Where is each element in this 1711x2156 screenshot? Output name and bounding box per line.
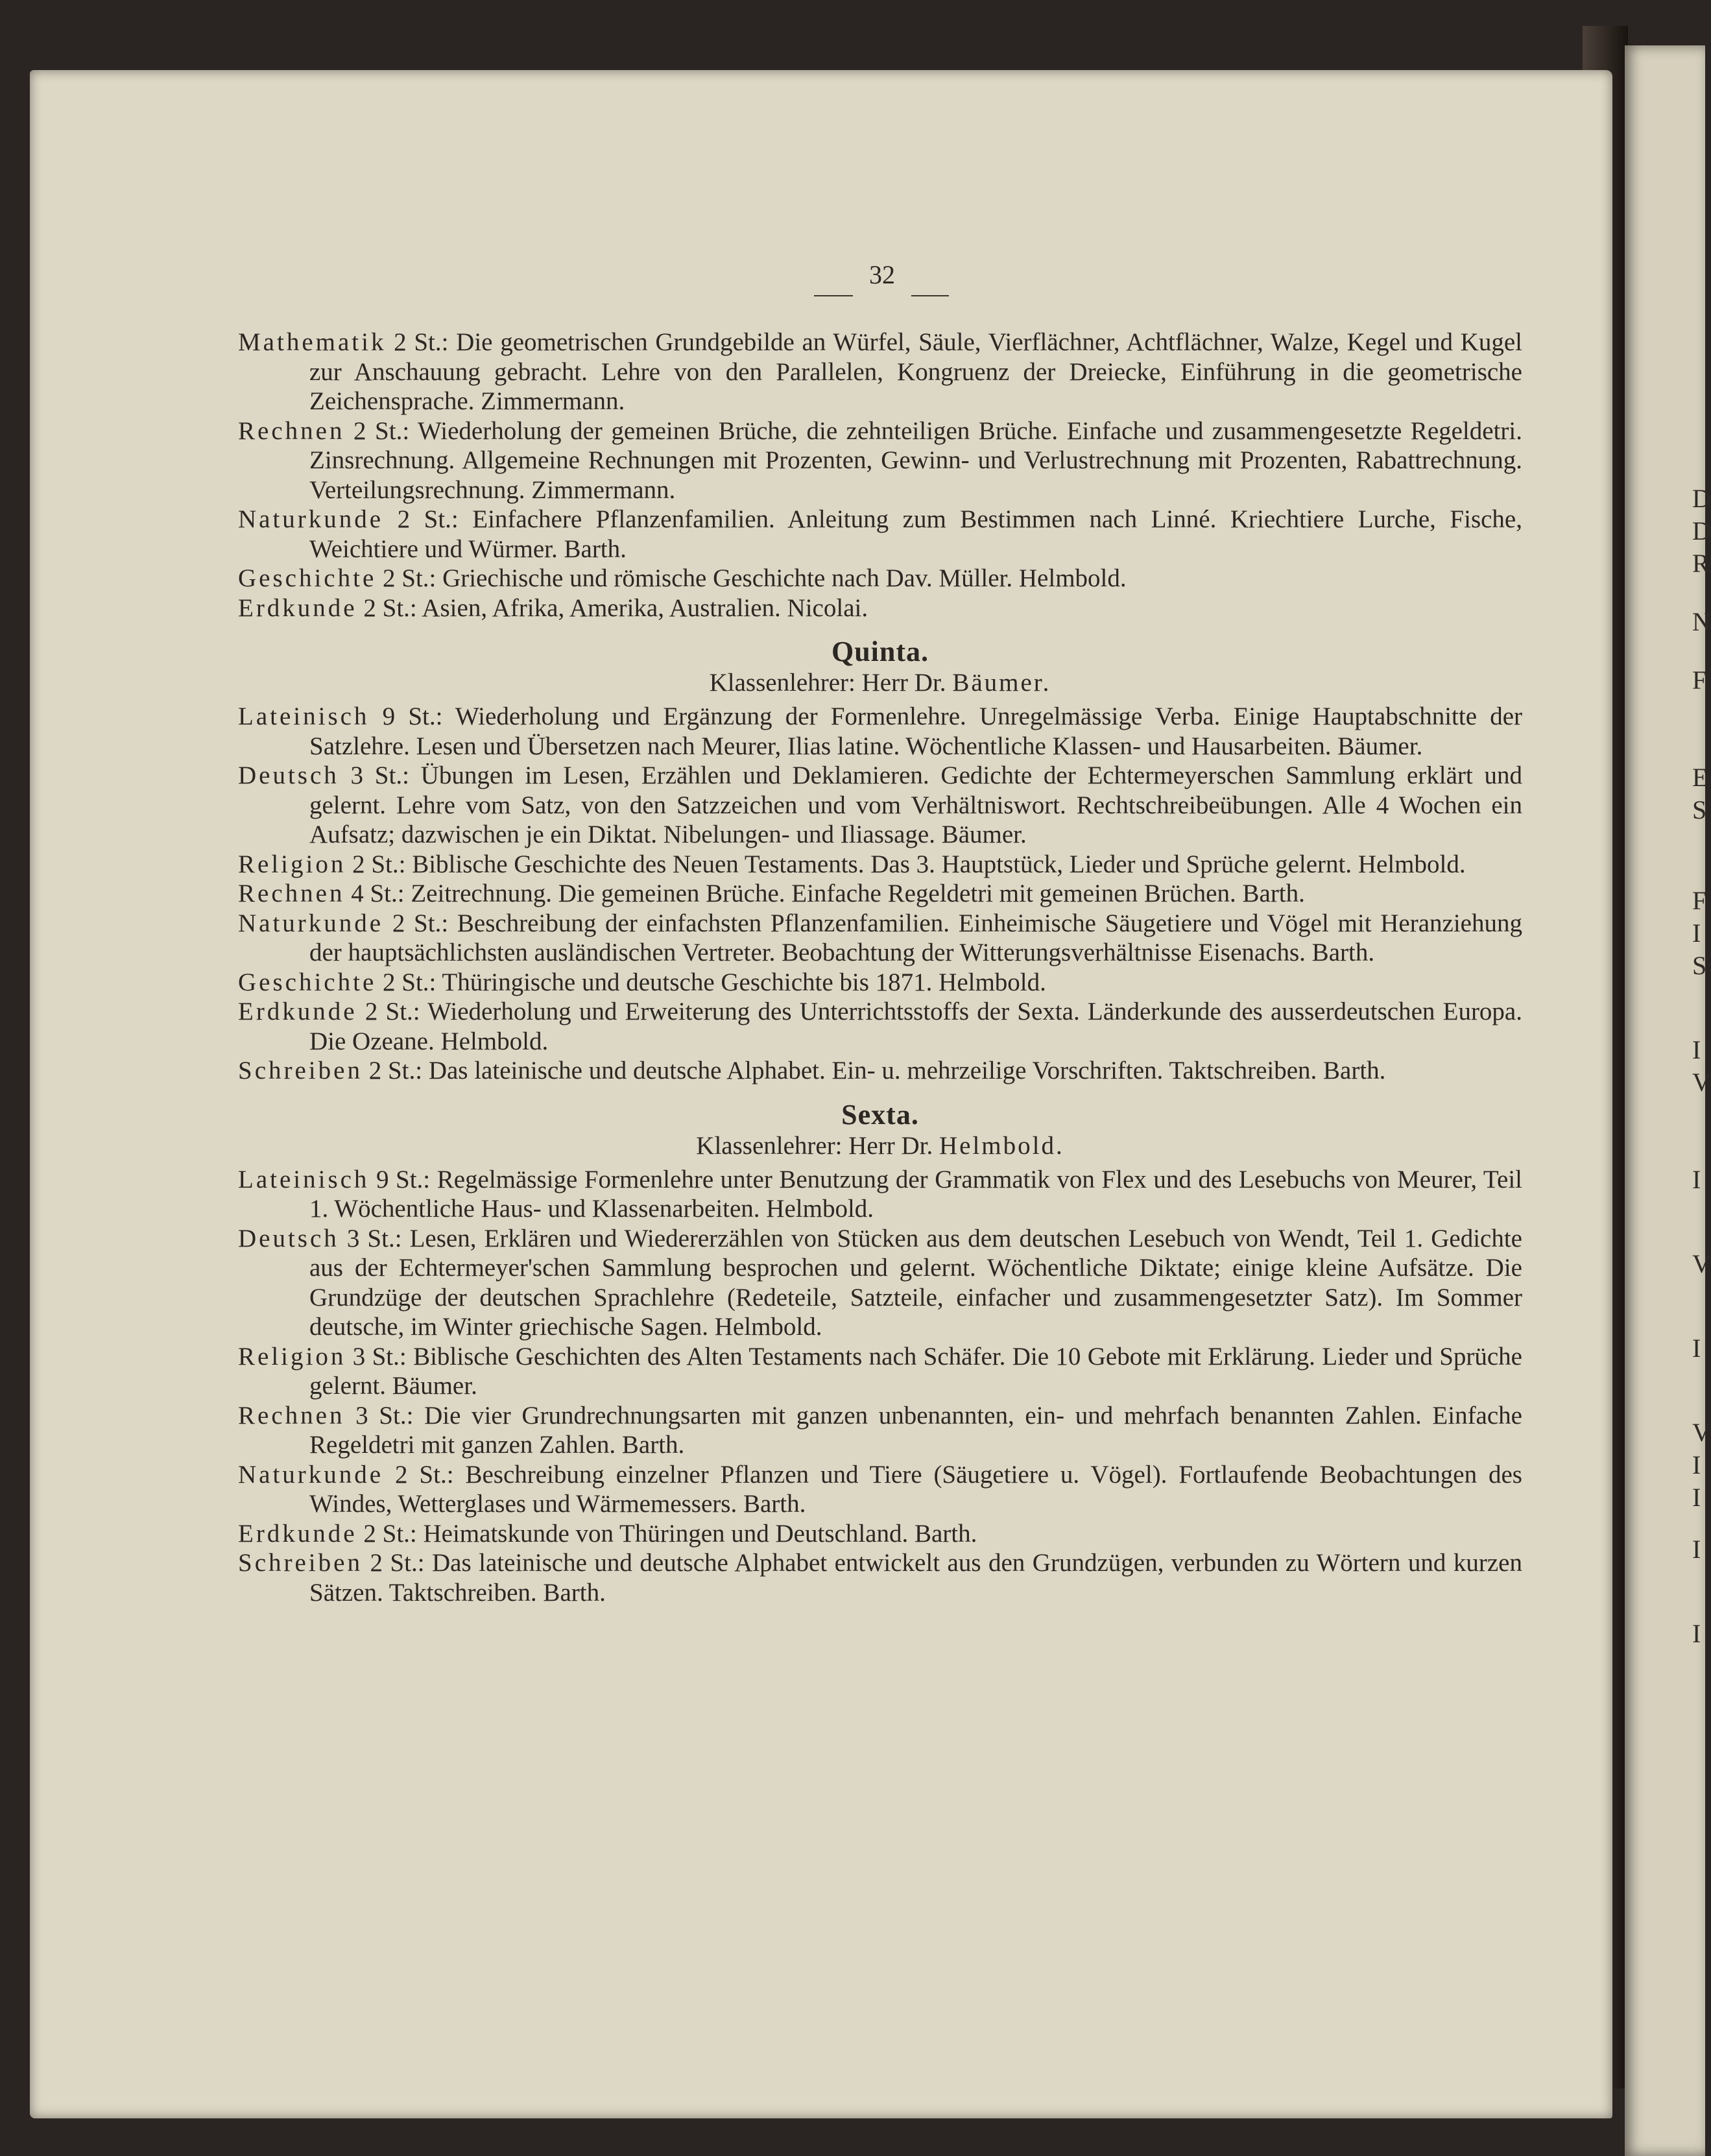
adjacent-page-letter: S: [1692, 795, 1707, 824]
subject-description: 3 St.: Übungen im Lesen, Erzählen und Deklamieren. Gedichte der Echtermeyerschen Sammlung erklärt und gelernt. Lehre vom Satz, von den Satzzeichen und vom Verhältniswort. Rechtschreibeübungen. Alle 4 Wochen ein Aufsatz; dazwischen je ein Diktat. Nibelungen- und Iliassage. Bäumer.: [309, 761, 1522, 848]
subject-entry: [238, 879, 1522, 909]
subject-name: Schreiben: [238, 1549, 363, 1577]
subject-description: 2 St.: Das lateinische und deutsche Alphabet entwickelt aus den Grundzügen, verbunden zu Wörtern und kurzen Sätzen. Taktschreiben. Barth.: [309, 1549, 1522, 1607]
adjacent-page-letter: V: [1692, 1249, 1711, 1278]
subject-name: Naturkunde: [238, 909, 384, 937]
page-text: [238, 328, 1522, 1607]
adjacent-page-letter: N: [1692, 607, 1711, 636]
subject-name: Rechnen: [238, 1401, 345, 1430]
subject-name: Religion: [238, 1342, 346, 1371]
subject-description: 2 St.: Wiederholung und Erweiterung des Unterrichtsstoffs der Sexta. Länderkunde des ausserdeutschen Europa. Die Ozeane. Helmbold.: [309, 998, 1522, 1055]
adjacent-page-letter: I: [1692, 1535, 1701, 1564]
subject-name: Deutsch: [238, 1224, 339, 1252]
teacher-label: Klassenlehrer: Herr Dr.: [709, 669, 953, 697]
adjacent-page-letter: I: [1692, 1334, 1701, 1363]
subject-entry: [238, 1342, 1522, 1401]
subject-entry: [238, 1224, 1522, 1342]
subject-entry: [238, 593, 1522, 623]
subject-entry: [238, 1548, 1522, 1607]
subject-description: 3 St.: Lesen, Erklären und Wiedererzählen von Stücken aus dem deutschen Lesebuch von Wendt, Teil 1. Gedichte aus der Echtermeyer'schen Sammlung besprochen und gelernt. Wöchentliche Diktate; einige kleine Aufsätze. Die Grundzüge der deutschen Sprachlehre (Redeteile, Satzteile, einfacher und zusammengesetzter Satz). Im Sommer deutsche, im Winter griechische Sagen. Helmbold.: [309, 1224, 1522, 1341]
page-number: 32: [869, 260, 895, 289]
subject-name: Geschichte: [238, 564, 377, 592]
class-teacher-line: [238, 1131, 1522, 1161]
class-teacher-line: [238, 668, 1522, 698]
subject-entry: [238, 505, 1522, 564]
page-number-rule-right: [911, 295, 949, 296]
adjacent-page-letter: D: [1692, 516, 1711, 545]
subject-name: Lateinisch: [238, 1165, 370, 1193]
adjacent-page-letter: V: [1692, 1068, 1711, 1097]
adjacent-page-letter: I: [1692, 1450, 1701, 1479]
subject-description: 2 St.: Griechische und römische Geschichte nach Dav. Müller. Helmbold.: [376, 564, 1127, 592]
subject-description: 2 St.: Wiederholung der gemeinen Brüche, die zehnteiligen Brüche. Einfache und zusammengesetzte Regeldetri. Zinsrechnung. Allgemeine Rechnungen mit Prozenten, Gewinn- und Verlustrechnung mit Prozenten, Rabattrechnung. Verteilungsrechnung. Zimmermann.: [309, 416, 1522, 504]
subject-name: Erdkunde: [238, 593, 357, 622]
subject-entry: [238, 564, 1522, 593]
class-heading: Quinta.: [831, 636, 929, 667]
subject-entry: [238, 328, 1522, 416]
subject-name: Erdkunde: [238, 1519, 357, 1548]
subject-description: 3 St.: Die vier Grundrechnungsarten mit ganzen unbenannten, ein- und mehrfach benannten Zahlen. Einfache Regeldetri mit ganzen Zahlen. Barth.: [309, 1401, 1522, 1459]
class-section: [238, 1099, 1522, 1608]
teacher-label: Klassenlehrer: Herr Dr.: [696, 1131, 939, 1160]
subject-description: 3 St.: Biblische Geschichten des Alten Testaments nach Schäfer. Die 10 Gebote mit Erklärung. Lieder und Sprüche gelernt. Bäumer.: [309, 1342, 1522, 1400]
subject-description: 2 St.: Heimatskunde von Thüringen und Deutschland. Barth.: [357, 1519, 977, 1548]
subject-name: Naturkunde: [238, 505, 384, 533]
adjacent-page-letter: V: [1692, 1418, 1711, 1447]
page-number-rule-left: [814, 295, 853, 296]
subject-entry: [238, 850, 1522, 880]
adjacent-page-letter: I: [1692, 1619, 1701, 1648]
adjacent-page-edge: [1625, 45, 1711, 2156]
teacher-name: Bäumer.: [952, 669, 1051, 697]
subject-description: 2 St.: Beschreibung einzelner Pflanzen und Tiere (Säugetiere u. Vögel). Fortlaufende Beobachtungen des Windes, Wetterglases und Wärmemessers. Barth.: [309, 1460, 1522, 1518]
subject-name: Rechnen: [238, 416, 345, 445]
subject-description: 9 St.: Wiederholung und Ergänzung der Formenlehre. Unregelmässige Verba. Einige Hauptabschnitte der Satzlehre. Lesen und Übersetzen nach Meurer, Ilias latine. Wöchentliche Klassen- und Hausarbeiten. Bäumer.: [309, 702, 1522, 760]
subject-name: Rechnen: [238, 880, 345, 907]
subject-name: Geschichte: [238, 968, 377, 996]
subject-entry: [238, 1519, 1522, 1549]
class-section: [238, 636, 1522, 1086]
subject-description: 2 St.: Das lateinische und deutsche Alphabet. Ein- u. mehrzeilige Vorschriften. Taktschreiben. Barth.: [362, 1057, 1386, 1084]
subject-name: Deutsch: [238, 761, 339, 789]
subject-entry: [238, 1165, 1522, 1224]
subject-entry: [238, 968, 1522, 998]
subject-name: Erdkunde: [238, 998, 357, 1025]
subject-description: 9 St.: Regelmässige Formenlehre unter Benutzung der Grammatik von Flex und des Lesebuchs von Meurer, Teil 1. Wöchentliche Haus- und Klassenarbeiten. Helmbold.: [309, 1165, 1522, 1223]
adjacent-page-letter: I: [1692, 1035, 1701, 1064]
subject-description: 2 St.: Thüringische und deutsche Geschichte bis 1871. Helmbold.: [376, 968, 1046, 996]
subject-description: 2 St.: Biblische Geschichte des Neuen Testaments. Das 3. Hauptstück, Lieder und Sprüche gelernt. Helmbold.: [346, 850, 1466, 878]
subject-entry: [238, 909, 1522, 968]
adjacent-page-letter: F: [1692, 886, 1707, 915]
subject-description: 2 St.: Die geometrischen Grundgebilde an Würfel, Säule, Vierflächner, Achtflächner, Walze, Kegel und Kugel zur Anschauung gebracht. Lehre von den Parallelen, Kongruenz der Dreiecke, Einführung in die geometrische Zeichensprache. Zimmermann.: [309, 328, 1522, 415]
subject-description: 4 St.: Zeitrechnung. Die gemeinen Brüche. Einfache Regeldetri mit gemeinen Brüchen. Barth.: [344, 880, 1305, 907]
class-section: [238, 328, 1522, 623]
subject-entry: [238, 1460, 1522, 1519]
subject-description: 2 St.: Beschreibung der einfachsten Pflanzenfamilien. Einheimische Säugetiere und Vögel mit Heranziehung der hauptsächlichsten ausländischen Vertreter. Beobachtung der Witterungsverhältnisse Eisenachs. Barth.: [309, 909, 1522, 966]
subject-entry: [238, 761, 1522, 850]
adjacent-page-letter: I: [1692, 1165, 1701, 1194]
subject-name: Naturkunde: [238, 1460, 384, 1489]
subject-entry: [238, 416, 1522, 505]
subject-entry: [238, 1401, 1522, 1460]
adjacent-page-letter: F: [1692, 665, 1707, 695]
adjacent-page-letter: D: [1692, 484, 1711, 513]
subject-entry: [238, 997, 1522, 1056]
adjacent-page-letter: I: [1692, 918, 1701, 948]
adjacent-page-letter: R: [1692, 549, 1710, 578]
teacher-name: Helmbold.: [939, 1131, 1064, 1160]
class-heading: Sexta.: [841, 1098, 919, 1131]
subject-name: Schreiben: [238, 1057, 363, 1084]
subject-entry: [238, 1056, 1522, 1086]
adjacent-page-letter: I: [1692, 1483, 1701, 1512]
subject-entry: [238, 702, 1522, 761]
subject-name: Religion: [238, 850, 346, 878]
adjacent-page-letter: S: [1692, 951, 1707, 980]
subject-name: Mathematik: [238, 328, 387, 356]
subject-description: 2 St.: Einfachere Pflanzenfamilien. Anleitung zum Bestimmen nach Linné. Kriechtiere Lurche, Fische, Weichtiere und Würmer. Barth.: [309, 505, 1522, 563]
subject-description: 2 St.: Asien, Afrika, Amerika, Australien. Nicolai.: [357, 593, 868, 622]
subject-name: Lateinisch: [238, 702, 370, 730]
adjacent-page-letter: E: [1692, 763, 1708, 792]
